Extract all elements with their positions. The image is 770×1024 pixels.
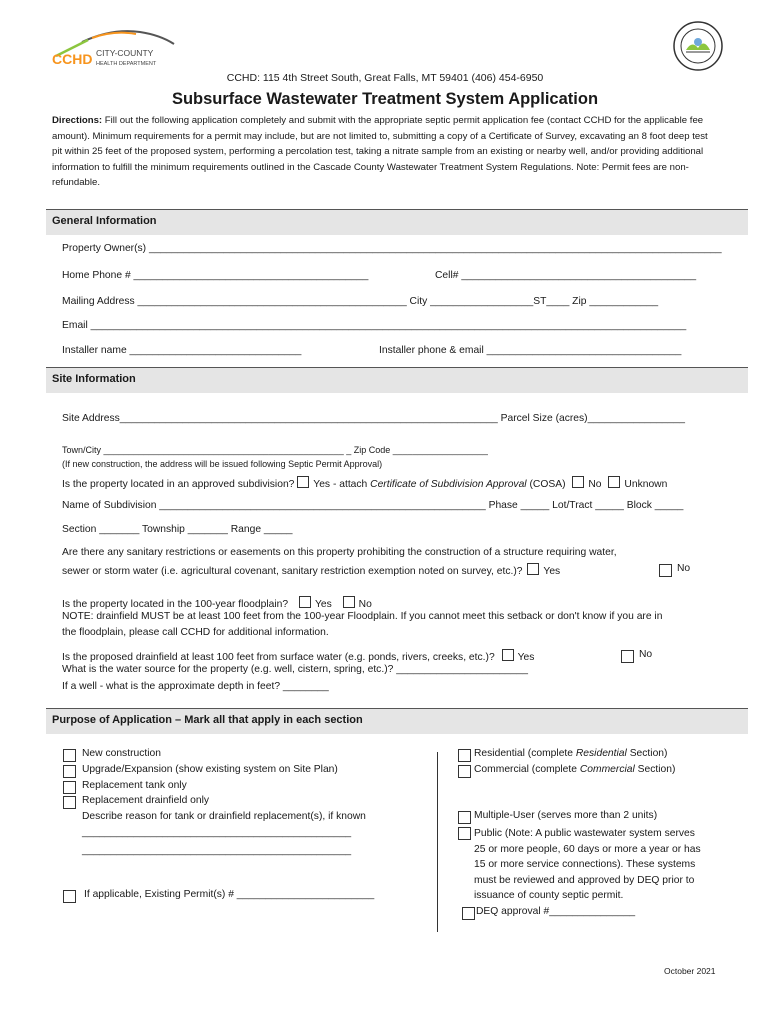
sanitary-yes-label: Yes [543, 566, 561, 577]
section-township-range-field[interactable]: Section _______ Township _______ Range _____ [62, 524, 293, 535]
floodplain-note-line2: the floodplain, please call CCHD for additional information. [62, 627, 329, 638]
describe-reason-line-2[interactable]: _______________________________________________ [82, 845, 352, 856]
column-divider [437, 752, 438, 932]
well-depth-field[interactable]: If a well - what is the approximate depth in feet? ________ [62, 681, 329, 692]
describe-reason-line-1[interactable]: _______________________________________________ [82, 827, 352, 838]
describe-reason-label: Describe reason for tank or drainfield replacement(s), if known [82, 811, 366, 822]
multiple-user-label: Multiple-User (serves more than 2 units) [474, 810, 658, 821]
upgrade-checkbox[interactable] [63, 765, 76, 778]
sanitary-question-line2 [62, 563, 560, 577]
multiple-user-checkbox[interactable] [458, 811, 471, 824]
cchd-logo [52, 26, 182, 70]
upgrade-label: Upgrade/Expansion (show existing system on Site Plan) [82, 764, 338, 775]
subdivision-yes-label: Yes - attach [313, 479, 371, 490]
floodplain-question [62, 596, 372, 610]
county-seal-icon [672, 20, 724, 72]
surface-water-question [62, 649, 534, 663]
floodplain-yes-checkbox[interactable] [299, 596, 311, 608]
residential-label: Residential (complete Residential Section) [474, 748, 668, 759]
cosa-suffix: (COSA) [526, 479, 566, 490]
subdivision-unknown-label: Unknown [624, 479, 668, 490]
floodplain-no-label: No [358, 599, 372, 610]
replacement-tank-checkbox[interactable] [63, 781, 76, 794]
residential-checkbox[interactable] [458, 749, 471, 762]
subdivision-question [62, 476, 667, 490]
sanitary-no-checkbox[interactable] [659, 564, 672, 577]
surface-water-yes-label: Yes [517, 652, 535, 663]
public-note-line4: must be reviewed and approved by DEQ prior to [474, 874, 695, 886]
public-checkbox[interactable] [458, 827, 471, 840]
mailing-address-field[interactable]: Mailing Address _______________________________________________ City __________________ST____ Zip ____________ [62, 296, 659, 307]
email-field[interactable]: Email ________________________________________________________________________________________________________ [62, 320, 687, 331]
subdivision-yes-checkbox[interactable] [297, 476, 309, 488]
cosa-label: Certificate of Subdivision Approval [370, 479, 527, 490]
subdivision-no-checkbox[interactable] [572, 476, 584, 488]
cell-field[interactable]: Cell# _________________________________________ [435, 270, 697, 281]
sanitary-question-text: sewer or storm water (i.e. agricultural covenant, sanitary restriction exemption noted on survey, etc.)? [62, 566, 523, 577]
logo-mark: CCHD [52, 51, 93, 67]
deq-approval-checkbox[interactable] [462, 907, 475, 920]
water-source-field[interactable]: What is the water source for the property (e.g. well, cistern, spring, etc.)? _______________________ [62, 664, 528, 675]
subdivision-name-field[interactable]: Name of Subdivision _________________________________________________________ Phase _____ Lot/Tract _____ Block _____ [62, 500, 684, 511]
site-information-heading: Site Information [52, 373, 136, 385]
floodplain-yes-label: Yes [314, 599, 332, 610]
general-information-header [46, 209, 748, 235]
installer-name-field[interactable]: Installer name ______________________________ [62, 345, 302, 356]
home-phone-field[interactable]: Home Phone # _________________________________________ [62, 270, 369, 281]
sanitary-yes-checkbox[interactable] [527, 563, 539, 575]
public-note [474, 826, 701, 904]
town-note: (If new construction, the address will be issued following Septic Permit Approval) [62, 459, 383, 469]
purpose-header [46, 708, 748, 734]
public-note-line5: issuance of county septic permit. [474, 890, 624, 901]
public-note-line1: Public (Note: A public wastewater system serves [474, 828, 695, 839]
replacement-drainfield-checkbox[interactable] [63, 796, 76, 809]
deq-approval-field[interactable]: DEQ approval #_______________ [476, 906, 636, 917]
subdivision-question-text: Is the property located in an approved subdivision? [62, 479, 295, 490]
directions-text: Fill out the following application completely and submit with the appropriate septic permit application fee (contact CCHD for the applicable fee amount). Minimum requirements for a permit may include, but are not limited to, submitting a copy of a Certificate of Survey, excavating an 8 foot deep test pit within 25 feet of the proposed system, performing a percolation test, taking a nitrate sample from an existing or nearby well, and/or providing additional information to fulfill the minimum requirements outlined in the Cascade County Wastewater Treatment System Regulations. Note: Permit fees are non-refundable. [52, 115, 708, 189]
directions-paragraph [52, 113, 720, 191]
property-owner-field[interactable]: Property Owner(s) ____________________________________________________________________________________________________ [62, 243, 722, 254]
public-note-line2: 25 or more people, 60 days or more a year or has [474, 843, 701, 855]
surface-water-yes-checkbox[interactable] [502, 649, 514, 661]
commercial-label: Commercial (complete Commercial Section) [474, 764, 676, 775]
surface-water-no-checkbox[interactable] [621, 650, 634, 663]
sanitary-question-line1: Are there any sanitary restrictions or easements on this property prohibiting the construction of a structure requiring water, [62, 547, 617, 558]
existing-permit-checkbox[interactable] [63, 890, 76, 903]
floodplain-no-checkbox[interactable] [343, 596, 355, 608]
sanitary-no-label: No [677, 563, 691, 574]
general-information-heading: General Information [52, 215, 157, 227]
site-address-field[interactable]: Site Address__________________________________________________________________ Parcel Size (acres)_________________ [62, 413, 685, 424]
page-title: Subsurface Wastewater Treatment System Application [171, 90, 599, 108]
public-note-line3: 15 or more service connections). These systems [474, 859, 696, 870]
installer-phone-field[interactable]: Installer phone & email __________________________________ [379, 345, 682, 356]
revision-date: October 2021 [664, 966, 716, 976]
new-construction-label: New construction [82, 748, 161, 759]
town-city-field[interactable]: Town/City ________________________________________________ _ Zip Code ___________________ [62, 445, 488, 455]
surface-water-no-label: No [639, 649, 653, 660]
purpose-heading: Purpose of Application – Mark all that apply in each section [52, 714, 363, 726]
department-address: CCHD: 115 4th Street South, Great Falls, MT 59401 (406) 454-6950 [226, 72, 544, 84]
subdivision-unknown-checkbox[interactable] [608, 476, 620, 488]
site-information-header [46, 367, 748, 393]
subdivision-no-label: No [588, 479, 602, 490]
existing-permit-field[interactable]: If applicable, Existing Permit(s) # ________________________ [84, 889, 375, 900]
floodplain-question-text: Is the property located in the 100-year floodplain? [62, 599, 289, 610]
new-construction-checkbox[interactable] [63, 749, 76, 762]
logo-text-2: HEALTH DEPARTMENT [96, 61, 157, 67]
replacement-tank-label: Replacement tank only [82, 780, 187, 791]
replacement-drainfield-label: Replacement drainfield only [82, 795, 210, 806]
surface-water-question-text: Is the proposed drainfield at least 100 feet from surface water (e.g. ponds, rivers, creeks, etc.)? [62, 652, 495, 663]
logo-text-1: CITY-COUNTY [96, 48, 154, 58]
commercial-checkbox[interactable] [458, 765, 471, 778]
directions-label: Directions: [52, 115, 103, 126]
floodplain-note-line1: NOTE: drainfield MUST be at least 100 feet from the 100-year Floodplain. If you cannot meet this setback or don't know if you are in [62, 611, 663, 622]
